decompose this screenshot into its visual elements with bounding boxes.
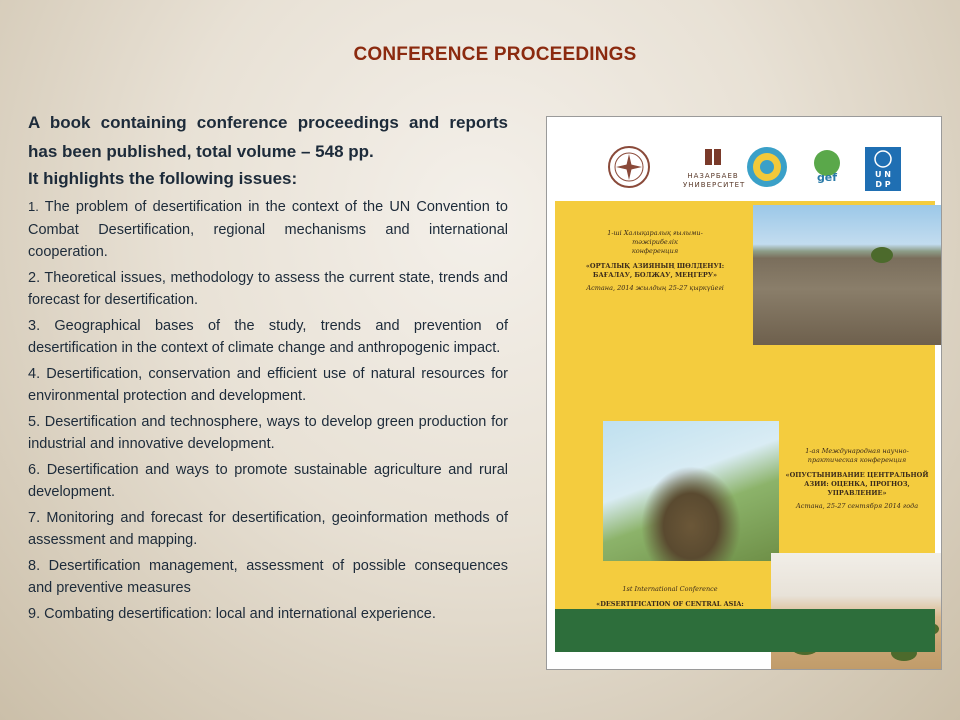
list-item (28, 196, 508, 264)
kz-line2: конференция (631, 247, 679, 255)
subheading: It highlights the following issues: (28, 169, 298, 188)
item-number: 4. (28, 365, 41, 382)
item-number: 5. (28, 413, 41, 430)
kz-title: «ОРТАЛЫҚ АЗИЯНЫҢ ШӨЛДЕНУІ: БАҒАЛАУ, БОЛЖАУ, МЕҢГЕРУ» (585, 262, 725, 279)
item-number: 1. (28, 199, 39, 214)
kz-line1: 1-ші Халықаралық ғылыми-тәжірибелік (607, 229, 703, 246)
bird-nest-photo (603, 421, 779, 561)
item-number: 7. (28, 509, 41, 526)
list-item (28, 459, 508, 504)
ru-line1: 1-ая Международная научно- (805, 447, 909, 455)
nu-logo-line1: НАЗАРБАЕВ (687, 172, 739, 180)
cover-gold-panel (555, 201, 935, 623)
item-number: 8. (28, 557, 41, 574)
en-title: «DESERTIFICATION OF CENTRAL ASIA: (596, 600, 744, 608)
cover-green-band (555, 609, 935, 652)
list-item (28, 603, 508, 626)
list-item (28, 411, 508, 456)
item-text: Desertification management, assessment of possible consequences and preventive measures (28, 557, 508, 596)
list-item (28, 267, 508, 312)
issue-list (28, 196, 508, 625)
gef-logo-text: gef (816, 171, 838, 184)
compass-seal-logo (607, 145, 651, 194)
kz-date: Астана, 2014 жылдың 25-27 қыркүйегі (586, 284, 724, 292)
item-text: Geographical bases of the study, trends and prevention of desertification in the context of climate change and anthropogenic impact. (28, 317, 508, 356)
content-text (28, 108, 508, 628)
item-number: 9. (28, 605, 41, 622)
cracked-earth-photo (753, 205, 942, 345)
ru-title: «ОПУСТЫНИВАНИЕ ЦЕНТРАЛЬНОЙ АЗИИ: ОЦЕНКА, ПРОГНОЗ, УПРАВЛЕНИЕ» (785, 471, 929, 497)
gef-logo (807, 147, 847, 192)
list-item (28, 507, 508, 552)
ru-conference-caption (783, 447, 931, 511)
item-text: Combating desertification: local and international experience. (44, 605, 436, 622)
nazarbayev-university-logo (683, 147, 746, 190)
book-cover-image (546, 116, 942, 670)
item-number: 3. (28, 317, 41, 334)
ru-line2: практическая конференция (807, 456, 907, 464)
kz-conference-caption (585, 229, 725, 293)
item-text: Desertification and technosphere, ways to develop green production for industrial and innovative development. (28, 413, 508, 452)
undp-logo-bottom: D P (875, 180, 891, 189)
item-number: 2. (28, 269, 41, 286)
kazakhstan-emblem-logo (745, 145, 789, 194)
list-item (28, 315, 508, 360)
intro-paragraph: A book containing conference proceedings and reports has been published, total volume – 548 pp. (28, 113, 508, 161)
ru-date: Астана, 25-27 сентября 2014 года (795, 502, 919, 510)
item-text: Monitoring and forecast for desertification, geoinformation methods of assessment and mapping. (28, 509, 509, 548)
en-line1: 1st International Conference (622, 585, 718, 593)
list-item (28, 555, 508, 600)
item-text: Desertification, conservation and efficient use of natural resources for environmental protection and development. (28, 365, 508, 404)
page-title: CONFERENCE PROCEEDINGS (353, 44, 637, 65)
undp-logo-top: U N (875, 170, 891, 179)
item-text: The problem of desertification in the context of the UN Convention to Combat Desertification, regional mechanisms and international cooperation. (28, 199, 508, 260)
undp-logo (865, 147, 901, 196)
nu-logo-line2: УНИВЕРСИТЕТ (683, 181, 746, 189)
item-text: Desertification and ways to promote sustainable agriculture and rural development. (28, 461, 509, 500)
item-text: Theoretical issues, methodology to assess the current state, trends and forecast for desertification. (28, 269, 508, 308)
list-item (28, 363, 508, 408)
item-number: 6. (28, 461, 41, 478)
